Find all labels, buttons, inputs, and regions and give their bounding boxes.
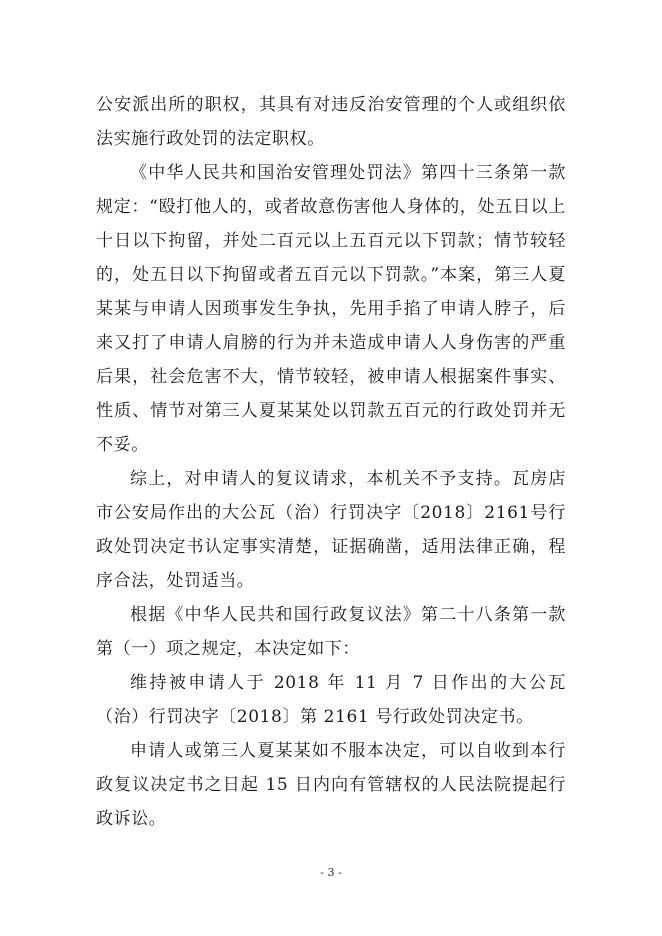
paragraph-decision: 维持被申请人于 2018 年 11 月 7 日作出的大公瓦（治）行罚决字〔2018〕第 2161 号行政处罚决定书。: [96, 673, 566, 727]
document-body: [96, 88, 566, 836]
paragraph-law-citation: 《中华人民共和国治安管理处罚法》第四十三条第一款规定：“殴打他人的，或者故意伤害他人身体的，处五日以上十日以下拘留，并处二百元以上五百元以下罚款；情节较轻的，处五日以下拘留或者五百元以下罚款。”本案，第三人夏某某与申请人因琐事发生争执，先用手掐了申请人脖子，后来又打了申请人肩膀的行为并未造成申请人人身伤害的严重后果，社会危害不大，情节较轻，被申请人根据案件事实、性质、情节对第三人夏某某处以罚款五百元的行政处罚并无不妥。: [96, 163, 566, 455]
paragraph-conclusion: 综上，对申请人的复议请求，本机关不予支持。瓦房店市公安局作出的大公瓦（治）行罚决字〔2018〕2161号行政处罚决定书认定事实清楚，证据确凿，适用法律正确，程序合法，处罚适当。: [96, 469, 566, 591]
page-number: - 3 -: [320, 866, 342, 879]
paragraph-continuation: 公安派出所的职权，其具有对违反治安管理的个人或组织依法实施行政处罚的法定职权。: [96, 95, 566, 149]
paragraph-legal-basis: 根据《中华人民共和国行政复议法》第二十八条第一款第（一）项之规定，本决定如下：: [96, 605, 566, 659]
paragraph-appeal-notice: 申请人或第三人夏某某如不服本决定，可以自收到本行政复议决定书之日起 15 日内向有管辖权的人民法院提起行政诉讼。: [96, 741, 566, 829]
